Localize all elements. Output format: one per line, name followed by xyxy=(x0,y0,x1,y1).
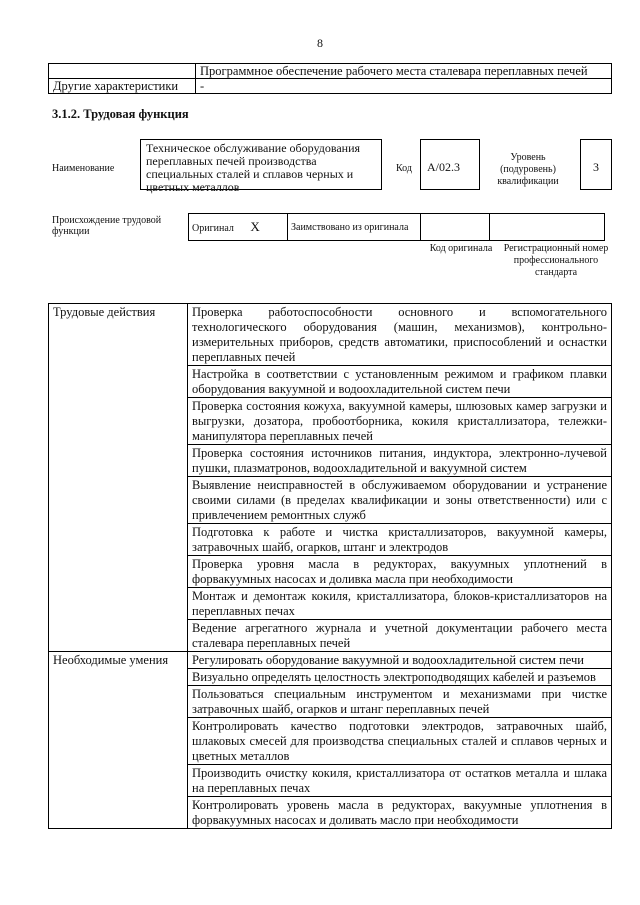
qualification-level-value: 3 xyxy=(580,139,612,190)
table-row xyxy=(49,64,612,79)
labor-action-item: Настройка в соответствии с установленным режимом и графиком плавки оборудования вакуумной и водоохладительной систем печи xyxy=(188,366,612,398)
labor-action-item: Проверка состояния источников питания, индуктора, электронно-лучевой пушки, плазматронов, водоохладительной и вакуумной систем xyxy=(188,445,612,477)
skill-item: Контролировать уровень масла в редукторах, вакуумные уплотнения в форвакуумных насосах и доливать масло при необходимости xyxy=(188,797,612,829)
original-cell xyxy=(189,214,288,241)
function-details-body xyxy=(49,304,612,829)
table-row xyxy=(189,214,605,241)
labor-action-item: Монтаж и демонтаж кокиля, кристаллизатора, блоков-кристаллизаторов на переплавных печах xyxy=(188,588,612,620)
origin-label: Происхождение трудовой функции xyxy=(52,215,162,237)
reg-number-label: Регистрационный номер профессионального стандарта xyxy=(503,243,609,278)
labor-action-item: Ведение агрегатного журнала и учетной документации рабочего места сталевара переплавных печей xyxy=(188,620,612,652)
code-original-cell xyxy=(421,214,490,241)
empty-cell xyxy=(49,64,196,79)
labor-action-item: Выявление неисправностей в обслуживаемом оборудовании и устранение своими силами (в пределах квалификации и зоны ответственности) или с привлечением ремонтных служб xyxy=(188,477,612,524)
function-details-table xyxy=(48,303,612,829)
skill-item: Контролировать качество подготовки электродов, затравочных шайб, шлаковых смесей для производства специальных сталей и сплавов черных и цветных металлов xyxy=(188,718,612,765)
other-characteristics-label: Другие характеристики xyxy=(49,79,196,94)
original-label: Оригинал xyxy=(192,222,234,234)
original-mark: X xyxy=(250,218,260,234)
skill-item: Пользоваться специальным инструментом и механизмами при чистке затравочных шайб, огарков и штанг переплавных печей xyxy=(188,686,612,718)
other-characteristics-table xyxy=(48,63,612,94)
page-number: 8 xyxy=(317,36,323,50)
qualification-level-label: Уровень (подуровень) квалификации xyxy=(497,152,559,187)
code-original-label: Код оригинала xyxy=(429,243,493,254)
skill-item: Регулировать оборудование вакуумной и водоохладительной систем печи xyxy=(188,652,612,669)
labor-action-item: Проверка работоспособности основного и вспомогательного технологического оборудования (машин, механизмов), контрольно-измерительных приборов, средств автоматики, приспособлений и оснастки переплавных печей xyxy=(188,304,612,366)
name-label: Наименование xyxy=(52,163,115,174)
skill-item: Визуально определять целостность электроподводящих кабелей и разъемов xyxy=(188,669,612,686)
borrowed-label: Заимствовано из оригинала xyxy=(288,214,421,241)
origin-table xyxy=(188,213,605,241)
labor-action-item: Подготовка к работе и чистка кристаллизаторов, вакуумной камеры, затравочных шайб, огарков, штанг и электродов xyxy=(188,524,612,556)
code-label: Код xyxy=(396,163,412,174)
table-row xyxy=(49,304,612,366)
table-row xyxy=(49,652,612,669)
labor-action-item: Проверка уровня масла в редукторах, вакуумных уплотнений в форвакуумных насосах и доливка масла при необходимости xyxy=(188,556,612,588)
software-value: Программное обеспечение рабочего места сталевара переплавных печей xyxy=(196,64,612,79)
skill-label: Необходимые умения xyxy=(49,652,188,829)
labor-action-item: Проверка состояния кожуха, вакуумной камеры, шлюзовых камер загрузки и выгрузки, дозатора, пробоотборника, кокиля кристаллизатора, тележки-манипулятора переплавных печей xyxy=(188,398,612,445)
other-characteristics-value: - xyxy=(196,79,612,94)
section-title: 3.1.2. Трудовая функция xyxy=(52,107,189,121)
table-row xyxy=(49,79,612,94)
function-name: Техническое обслуживание оборудования переплавных печей производства специальных сталей и сплавов черных и цветных металлов xyxy=(140,139,382,190)
labor-action-label: Трудовые действия xyxy=(49,304,188,652)
reg-number-cell xyxy=(490,214,605,241)
skill-item: Производить очистку кокиля, кристаллизатора от остатков металла и шлака на переплавных печах xyxy=(188,765,612,797)
function-code: А/02.3 xyxy=(420,139,480,190)
